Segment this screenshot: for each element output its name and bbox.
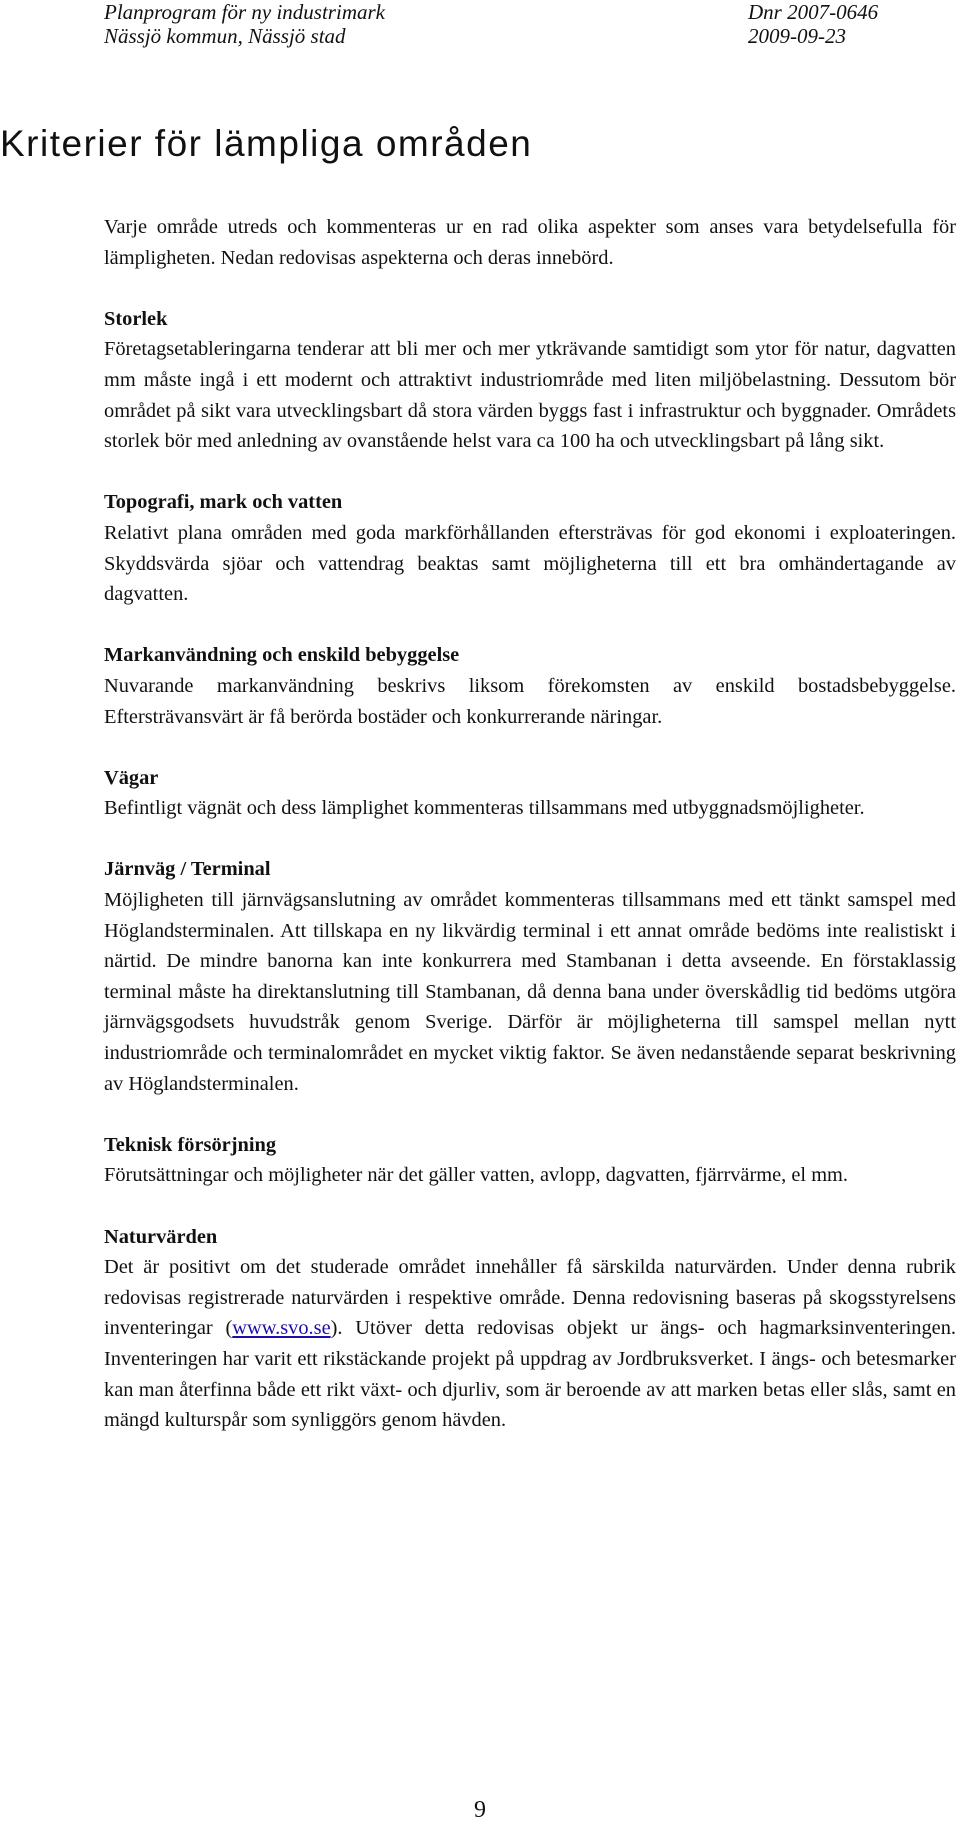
section-jarnvag-terminal — [104, 854, 956, 1099]
section-naturvarden — [104, 1222, 956, 1436]
section-heading: Järnväg / Terminal — [104, 858, 271, 881]
header-document-title: Planprogram för ny industrimark — [104, 0, 385, 24]
section-heading: Vägar — [104, 766, 159, 789]
header-reference-number: Dnr 2007-0646 — [748, 0, 879, 24]
page-number: 9 — [474, 1797, 486, 1823]
section-teknisk-forsorjning — [104, 1130, 956, 1191]
section-text: Relativt plana områden med goda markförhållanden eftersträvas för god ekonomi i exploateringen. Skyddsvärda sjöar och vattendrag beaktas samt möjligheterna till ett bra omhändertagande av dagvatten. — [104, 521, 956, 606]
section-heading: Topografi, mark och vatten — [104, 491, 343, 514]
header-municipality: Nässjö kommun, Nässjö stad — [104, 24, 346, 48]
svo-link[interactable]: www.svo.se — [232, 1317, 331, 1340]
header-date: 2009-09-23 — [748, 24, 846, 48]
intro-paragraph: Varje område utreds och kommenteras ur en rad olika aspekter som anses vara betydelsefulla för lämpligheten. Nedan redovisas aspekterna och deras innebörd. — [104, 216, 956, 269]
text-after-link: ). Utöver detta redovisas objekt ur ängs- och hagmarksinventeringen. Inventeringen har varit ett rikstäckande projekt på uppdrag av Jordbruksverket. I ängs- och betesmarker kan man återfinna både ett rikt växt- och djurliv, som är beroende av att marken betas eller slås, samt en mängd kulturspår som synliggörs genom hävden. — [104, 1317, 957, 1432]
section-text: Förutsättningar och möjligheter när det gäller vatten, avlopp, dagvatten, fjärrvärme, el mm. — [104, 1164, 849, 1187]
text-before-link: Det är positivt om det studerade området innehåller få särskilda naturvärden. Under denna rubrik redovisas registrerade naturvärden i respektive område. Denna redovisning baseras på skogsstyrelsens inventeringar ( — [104, 1256, 956, 1340]
section-vagar — [104, 763, 956, 824]
section-heading: Teknisk försörjning — [104, 1133, 277, 1156]
section-storlek — [104, 304, 956, 457]
section-text: Befintligt vägnät och dess lämplighet kommenteras tillsammans med utbyggnadsmöjligheter. — [104, 797, 865, 820]
section-markanvandning — [104, 640, 956, 732]
section-text: Möjligheten till järnvägsanslutning av området kommenteras tillsammans med ett tänkt samspel med Höglandsterminalen. Att tillskapa en ny likvärdig terminal i ett annat område bedöms inte realistiskt i närtid. De mindre banorna kan inte konkurrera med Stambanan i detta avseende. En förstaklassig terminal måste ha direktanslutning till Stambanan, då denna bana under överskådlig tid bedöms utgöra järnvägsgodsets huvudstråk genom Sverige. Därför är möjligheterna till samspel mellan nytt industriområde och terminalområdet en mycket viktig faktor. Se även nedanstående separat beskrivning av Höglandsterminalen. — [104, 889, 956, 1095]
section-text: Företagsetableringarna tenderar att bli mer och mer ytkrävande samtidigt som ytor för natur, dagvatten mm måste ingå i ett modernt och attraktivt industriområde med liten miljöbelastning. Dessutom bör området på sikt vara utvecklingsbart då stora värden byggs fast i infrastruktur och byggnader. Områdets storlek bör med anledning av ovanstående helst vara ca 100 ha och utvecklingsbart på lång sikt. — [104, 338, 956, 453]
section-text — [104, 1252, 956, 1436]
section-heading: Naturvärden — [104, 1225, 218, 1248]
section-text: Nuvarande markanvändning beskrivs liksom förekomsten av enskild bostadsbebyggelse. Eftersträvansvärt är få berörda bostäder och konkurrerande näringar. — [104, 674, 956, 728]
page-title: Kriterier för lämpliga områden — [0, 123, 533, 164]
section-heading: Markanvändning och enskild bebyggelse — [104, 644, 460, 667]
document-body — [104, 212, 956, 1436]
section-heading: Storlek — [104, 307, 168, 330]
section-topografi — [104, 487, 956, 609]
